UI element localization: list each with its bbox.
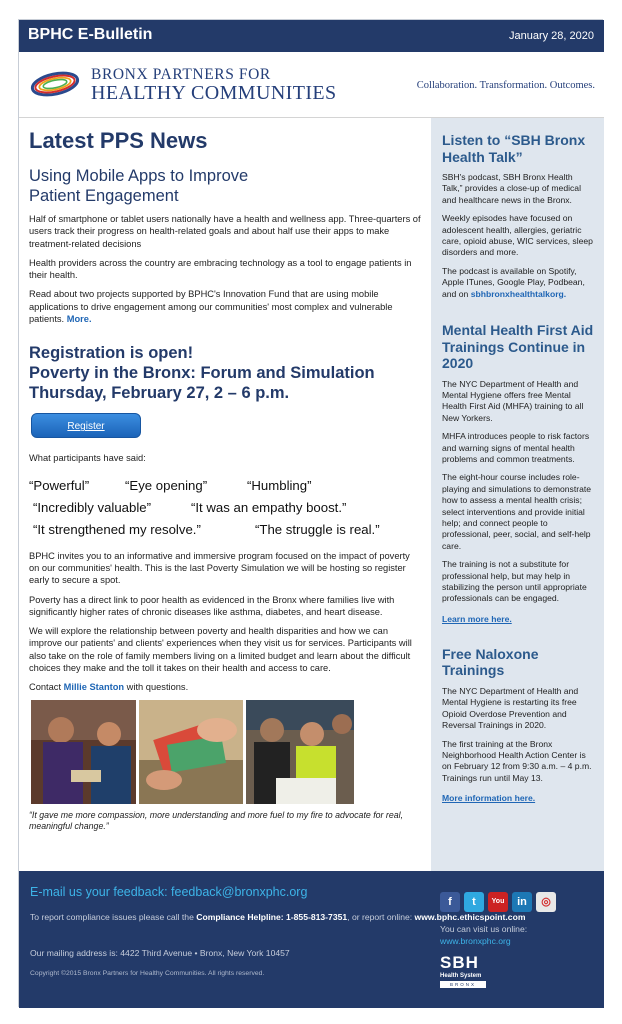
naloxone-paragraph: The first training at the Bronx Neighborhood Health Action Center is on February 12 from 9:30 a.m. – 4 p.m. Trainings run until May 13. (442, 738, 592, 783)
quote: “It was an empathy boost.” (191, 499, 347, 515)
contact-line (29, 681, 421, 693)
quote: “Humbling” (247, 477, 312, 493)
feedback-email-link[interactable]: E-mail us your feedback: feedback@bronxphc.org (30, 885, 308, 899)
article-paragraph: Half of smartphone or tablet users nationally have a health and wellness app. Three-quarters of users track their progress on health-related goals and about half use their apps to make treatment-related decisions (29, 214, 421, 249)
footer (19, 871, 604, 1008)
newsletter (18, 19, 603, 1007)
quote: “The struggle is real.” (255, 521, 380, 537)
sbh-logo-bronx: BRONX (440, 981, 486, 988)
quote: “Eye opening” (125, 477, 208, 493)
section-title: Latest PPS News (29, 128, 208, 153)
article-title-line2: Patient Engagement (29, 187, 179, 205)
event-photos (29, 700, 421, 808)
org-name-line1: BRONX PARTNERS FOR (91, 66, 271, 83)
article-title-line1: Using Mobile Apps to Improve (29, 167, 249, 185)
compliance-hotline: Compliance Helpline: 1-855-813-7351 (196, 912, 348, 922)
bulletin-title: BPHC E-Bulletin (28, 26, 153, 43)
linkedin-icon[interactable]: in (512, 892, 532, 912)
quote: “It strengthened my resolve.” (33, 521, 201, 537)
header-bar (19, 20, 604, 52)
mhfa-title: Mental Health First Aid Trainings Continue in 2020 (442, 322, 594, 372)
podcast-link[interactable]: sbhbronxhealthtalkorg. (470, 288, 567, 299)
compliance-mid: , or report online: (347, 912, 413, 922)
article-text: Read about two projects supported by BPHC's Innovation Fund that are using mobile applications to drive engagement among our communities' most complex and vulnerable patients. (29, 289, 393, 325)
mhfa-paragraph: MHFA introduces people to risk factors and warning signs of mental health problems and common treatments. (442, 431, 590, 464)
logo-row (19, 52, 604, 118)
mhfa-paragraph: The NYC Department of Health and Mental Hygiene offers free Mental Health First Aid (MHFA) training to all New Yorkers. (442, 378, 584, 423)
naloxone-paragraph: The NYC Department of Health and Mental Hygiene is restarting its free Opioid Overdose Prevention and Reversal Trainings in 2020. (442, 685, 579, 731)
event-heading (29, 343, 421, 403)
website-link[interactable]: www.bronxphc.org (440, 936, 511, 946)
event-heading-line3: Thursday, February 27, 2 – 6 p.m. (29, 384, 290, 403)
bphc-logo-icon (29, 67, 81, 101)
sbh-social-icon[interactable]: ◎ (536, 892, 556, 912)
podcast-title: Listen to “SBH Bronx Health Talk” (442, 132, 586, 165)
event-heading-line2: Poverty in the Bronx: Forum and Simulation (29, 364, 375, 383)
compliance-pre: To report compliance issues please call the (30, 912, 194, 922)
sbh-logo-big: SBH (440, 953, 479, 972)
naloxone-title: Free Naloxone Trainings (442, 645, 539, 679)
quotes-block (29, 475, 421, 541)
mhfa-paragraph: The eight-hour course includes role-playing and simulations to demonstrate how to assess a mental health crisis; select interventions and provide initial help; and connect people to professional, peer, social, and self-help care. (442, 472, 592, 551)
podcast-paragraph (442, 266, 594, 300)
event-heading-line1: Registration is open! (29, 344, 194, 363)
event-paragraph: BPHC invites you to an informative and immersive program focused on the impact of poverty on our communities' health. This is the last Poverty Simulation we will be hosting so register early to secure a spot. (29, 550, 410, 586)
copyright: Copyright ©2015 Bronx Partners for Healthy Communities. All rights reserved. (30, 970, 265, 977)
event-photo (139, 700, 243, 804)
naloxone-more-info-link[interactable]: More information here. (442, 793, 536, 804)
more-link[interactable]: More. (66, 314, 92, 325)
article-title (29, 166, 421, 206)
register-button[interactable]: Register (31, 413, 141, 438)
mailing-address: Our mailing address is: 4422 Third Avenue • Bronx, New York 10457 (30, 948, 290, 958)
sidebar (431, 118, 604, 871)
org-name-line2: HEALTHY COMMUNITIES (91, 82, 337, 104)
event-paragraph: Poverty has a direct link to poor health as evidenced in the Bronx where families live with significantly higher rates of chronic diseases like asthma, diabetes, and heart disease. (29, 594, 395, 617)
org-tagline: Collaboration. Transformation. Outcomes. (416, 80, 595, 91)
quote: “Incredibly valuable” (33, 499, 152, 515)
contact-post: with questions. (126, 682, 189, 693)
twitter-icon[interactable]: t (464, 892, 484, 912)
sbh-logo-small: Health System (440, 973, 482, 979)
event-photo (246, 700, 354, 804)
podcast-paragraph: SBH's podcast, SBH Bronx Health Talk,” provides a close-up of medical and healthcare news in the Bronx. (442, 172, 581, 205)
facebook-icon[interactable]: f (440, 892, 460, 912)
compliance-site-link[interactable]: www.bphc.ethicspoint.com (414, 912, 526, 922)
photo-caption: “It gave me more compassion, more understanding and more fuel to my fire to advocate for real, meaningful change.” (29, 809, 404, 831)
sbh-logo (440, 954, 492, 994)
compliance-text (30, 912, 525, 923)
mhfa-learn-more-link[interactable]: Learn more here. (442, 613, 512, 624)
quote: “Powerful” (29, 477, 90, 493)
event-paragraph: We will explore the relationship between poverty and health disparities and how we can improve our patients' and clients' experiences when they visit us for services. Participants will also take on the role of family members living on a limited budget and learn about the difficult choices they make and the toll it takes on their health and access to care. (29, 626, 412, 674)
article-paragraph (29, 288, 421, 325)
bulletin-date: January 28, 2020 (508, 30, 594, 42)
event-photo (31, 700, 136, 804)
article-paragraph: Health providers across the country are embracing technology as a tool to engage patients in their health. (29, 257, 412, 281)
contact-link[interactable]: Millie Stanton (63, 682, 125, 693)
said-intro: What participants have said: (29, 453, 146, 464)
contact-pre: Contact (29, 682, 62, 693)
podcast-text: The podcast is available on Spotify, Apple ITunes, Google Play, Podbean, and on (442, 265, 585, 299)
org-name (91, 66, 337, 104)
mhfa-paragraph: The training is not a substitute for professional help, but may help in stabilizing the person until appropriate professionals can be engaged. (442, 559, 587, 604)
main-column (19, 118, 431, 871)
podcast-paragraph: Weekly episodes have focused on adolescent health, allergies, geriatric care, opioid abuse, WIC services, sleep disorders and more. (442, 213, 593, 258)
visit-online-label: You can visit us online: (440, 924, 528, 934)
youtube-icon[interactable]: You (488, 892, 508, 912)
